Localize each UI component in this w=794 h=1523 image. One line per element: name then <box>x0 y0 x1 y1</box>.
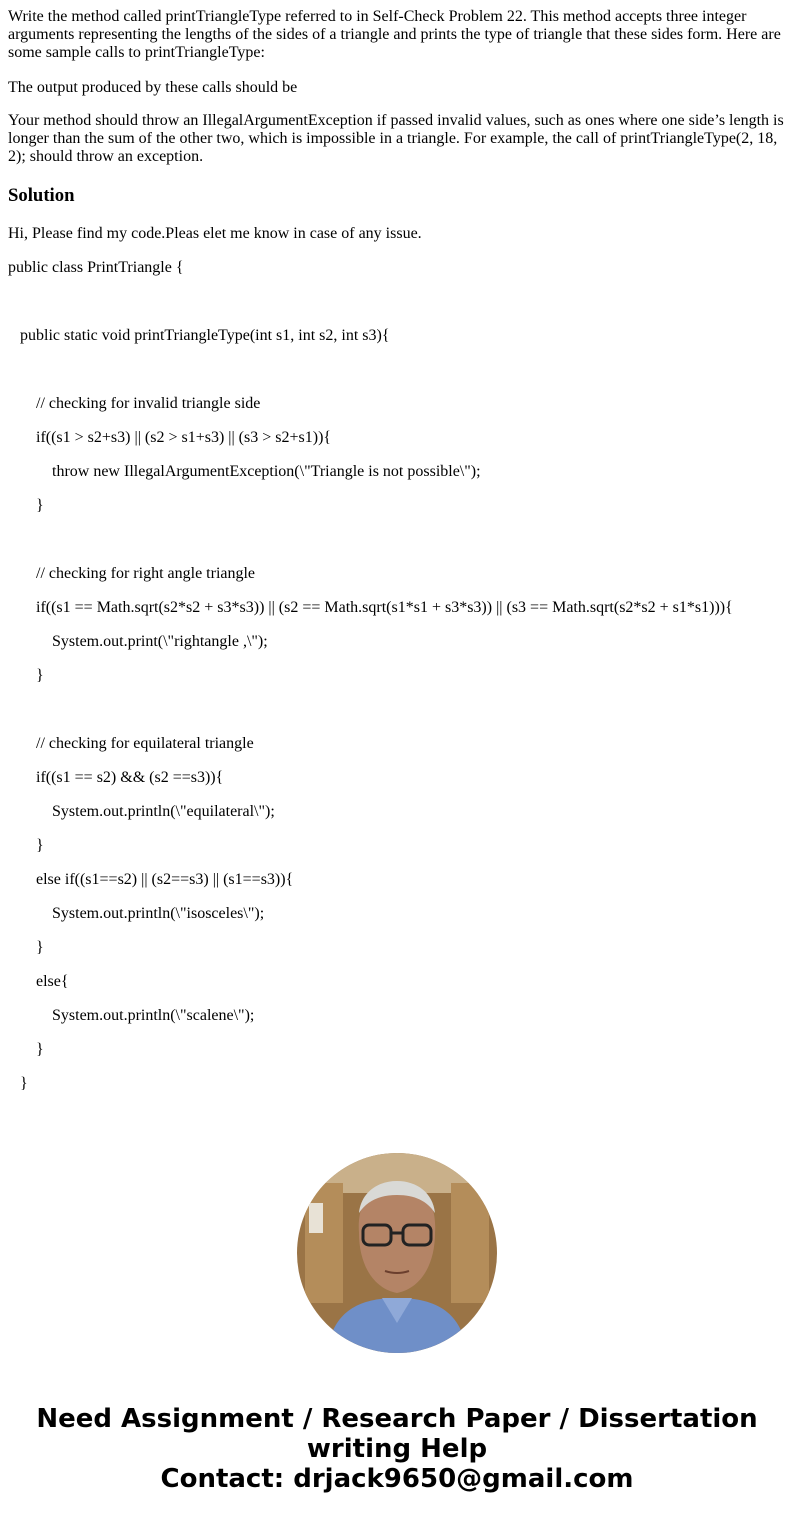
question-paragraph-2: The output produced by these calls should be <box>8 79 298 96</box>
code-line: if((s1 == s2) && (s2 ==s3)){ <box>8 769 224 786</box>
code-line: } <box>8 1041 44 1058</box>
code-line: public static void printTriangleType(int s1, int s2, int s3){ <box>8 327 390 344</box>
code-line: // checking for invalid triangle side <box>8 395 261 412</box>
avatar-portrait <box>297 1153 497 1353</box>
code-line: throw new IllegalArgumentException(\"Triangle is not possible\"); <box>8 463 481 480</box>
code-line: System.out.println(\"equilateral\"); <box>8 803 275 820</box>
code-line: } <box>8 667 44 684</box>
code-line: System.out.print(\"rightangle ,\"); <box>8 633 268 650</box>
code-line: if((s1 == Math.sqrt(s2*s2 + s3*s3)) || (s2 == Math.sqrt(s1*s1 + s3*s3)) || (s3 == Math.sqrt(s2*s2 + s1*s1))){ <box>8 599 733 616</box>
code-line: System.out.println(\"scalene\"); <box>8 1007 255 1024</box>
code-line: if((s1 > s2+s3) || (s2 > s1+s3) || (s3 > s2+s1)){ <box>8 429 332 446</box>
solution-heading: Solution <box>8 185 75 206</box>
code-line: System.out.println(\"isosceles\"); <box>8 905 265 922</box>
solution-intro: Hi, Please find my code.Pleas elet me know in case of any issue. <box>8 225 422 242</box>
avatar <box>297 1153 497 1353</box>
code-line: } <box>8 1075 28 1092</box>
code-line: } <box>8 497 44 514</box>
code-line: // checking for equilateral triangle <box>8 735 254 752</box>
footer-promo <box>0 1404 794 1494</box>
footer-contact: Contact: drjack9650@gmail.com <box>160 1464 634 1494</box>
footer-line-1: Need Assignment / Research Paper / Dissertation <box>36 1404 758 1434</box>
code-line: else if((s1==s2) || (s2==s3) || (s1==s3)){ <box>8 871 294 888</box>
footer-line-2: writing Help <box>306 1434 488 1464</box>
code-line: public class PrintTriangle { <box>8 259 184 276</box>
code-line: // checking for right angle triangle <box>8 565 256 582</box>
code-line: else{ <box>8 973 69 990</box>
code-line: } <box>8 837 44 854</box>
code-line: } <box>8 939 44 956</box>
question-paragraph-1: Write the method called printTriangleType referred to in Self-Check Problem 22. This method accepts three integer arguments representing the lengths of the sides of a triangle and prints the type of triangle that these sides form. Here are some sample calls to printTriangleType: <box>8 8 781 61</box>
question-paragraph-3: Your method should throw an IllegalArgumentException if passed invalid values, such as ones where one side’s length is longer than the sum of the other two, which is impossible in a triangle. For example, the call of printTriangleType(2, 18, 2); should throw an exception. <box>8 112 784 165</box>
